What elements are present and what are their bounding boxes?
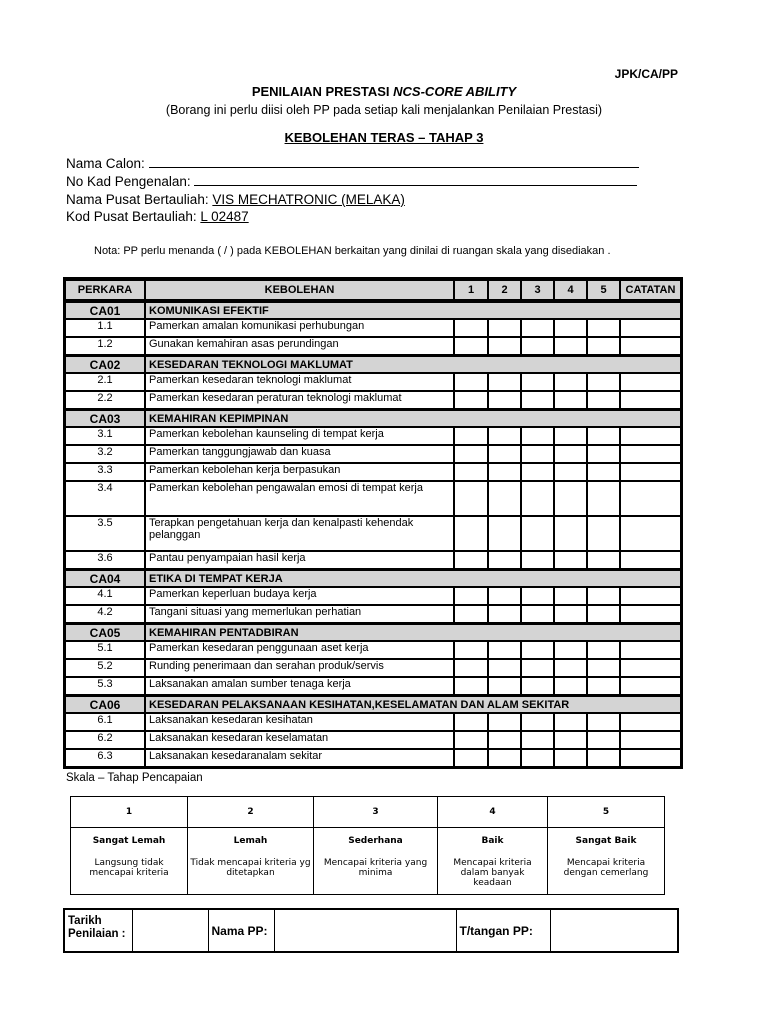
group-code: CA06 [65,695,145,713]
item-text: Pamerkan kesedaran teknologi maklumat [145,373,454,391]
scale-caption: Skala – Tahap Pencapaian [66,772,203,784]
score-cell-5[interactable] [587,337,620,355]
signoff-row [64,909,678,952]
table-row [65,641,681,659]
score-cell-3[interactable] [521,516,554,551]
score-cell-5[interactable] [587,605,620,623]
score-cell-1[interactable] [454,373,488,391]
catatan-cell[interactable] [620,551,681,569]
score-cell-5[interactable] [587,749,620,767]
score-cell-1[interactable] [454,551,488,569]
catatan-cell[interactable] [620,337,681,355]
page-title [0,84,768,99]
score-cell-2[interactable] [488,445,521,463]
score-cell-2[interactable] [488,587,521,605]
item-number: 1.2 [65,337,145,355]
nama-pusat-value: VIS MECHATRONIC (MELAKA) [212,192,405,207]
group-title: KEMAHIRAN KEPIMPINAN [145,409,681,427]
score-cell-4[interactable] [554,481,587,516]
score-cell-4[interactable] [554,445,587,463]
group-title: KOMUNIKASI EFEKTIF [145,301,681,319]
scale-cell [438,828,548,895]
group-title: KEMAHIRAN PENTADBIRAN [145,623,681,641]
score-cell-2[interactable] [488,319,521,337]
score-cell-1[interactable] [454,659,488,677]
item-text: Terapkan pengetahuan kerja dan kenalpasti kehendak pelanggan [145,516,454,551]
score-cell-5[interactable] [587,713,620,731]
score-cell-1[interactable] [454,516,488,551]
item-number: 5.3 [65,677,145,695]
no-kad-field[interactable] [66,173,637,190]
score-cell-4[interactable] [554,749,587,767]
kod-pusat-label: Kod Pusat Bertauliah: [66,209,197,224]
score-cell-5[interactable] [587,641,620,659]
score-cell-2[interactable] [488,337,521,355]
col-header-5: 5 [587,279,620,301]
table-row [65,481,681,516]
catatan-cell[interactable] [620,427,681,445]
scale-number: 1 [71,797,188,828]
nama-pusat-label: Nama Pusat Bertauliah: [66,192,209,207]
item-number: 4.1 [65,587,145,605]
score-cell-1[interactable] [454,605,488,623]
score-cell-3[interactable] [521,391,554,409]
score-cell-5[interactable] [587,319,620,337]
group-code: CA02 [65,355,145,373]
catatan-cell[interactable] [620,641,681,659]
score-cell-2[interactable] [488,659,521,677]
item-text: Runding penerimaan dan serahan produk/servis [145,659,454,677]
table-body [65,301,681,767]
score-cell-2[interactable] [488,551,521,569]
score-cell-1[interactable] [454,641,488,659]
score-cell-2[interactable] [488,749,521,767]
score-cell-1[interactable] [454,463,488,481]
tarikh-input[interactable] [132,909,208,952]
ttangan-input[interactable] [550,909,678,952]
nama-calon-blank[interactable] [149,155,639,168]
score-cell-4[interactable] [554,605,587,623]
item-number: 3.5 [65,516,145,551]
item-text: Laksanakan kesedaranalam sekitar [145,749,454,767]
score-cell-4[interactable] [554,659,587,677]
scale-level-label: Baik [481,836,504,846]
scale-number: 5 [548,797,665,828]
score-cell-1[interactable] [454,677,488,695]
score-cell-2[interactable] [488,373,521,391]
col-header-3: 3 [521,279,554,301]
scale-level-desc: Mencapai kriteria yang minima [323,858,428,878]
item-text: Pamerkan kesedaran penggunaan aset kerja [145,641,454,659]
score-cell-4[interactable] [554,337,587,355]
assessment-table [63,277,683,769]
group-code: CA04 [65,569,145,587]
group-code: CA01 [65,301,145,319]
item-number: 3.6 [65,551,145,569]
score-cell-4[interactable] [554,713,587,731]
score-cell-3[interactable] [521,713,554,731]
table-row [65,551,681,569]
kod-pusat-field [66,208,249,225]
item-text: Pantau penyampaian hasil kerja [145,551,454,569]
item-number: 1.1 [65,319,145,337]
no-kad-label: No Kad Pengenalan: [66,174,191,189]
score-cell-2[interactable] [488,391,521,409]
nama-pp-label: Nama PP: [208,909,274,952]
table-row [65,587,681,605]
scale-cell [548,828,665,895]
group-code: CA05 [65,623,145,641]
scale-number-row [71,797,665,828]
ttangan-label: T/tangan PP: [456,909,550,952]
catatan-cell[interactable] [620,373,681,391]
score-cell-5[interactable] [587,516,620,551]
score-cell-3[interactable] [521,731,554,749]
score-cell-3[interactable] [521,677,554,695]
nama-pp-input[interactable] [274,909,456,952]
catatan-cell[interactable] [620,677,681,695]
score-cell-3[interactable] [521,659,554,677]
score-cell-4[interactable] [554,463,587,481]
catatan-cell[interactable] [620,605,681,623]
table-row [65,445,681,463]
score-cell-5[interactable] [587,445,620,463]
item-number: 6.3 [65,749,145,767]
item-number: 3.2 [65,445,145,463]
score-cell-1[interactable] [454,587,488,605]
document-code: JPK/CA/PP [614,67,678,81]
score-cell-1[interactable] [454,319,488,337]
nama-calon-field[interactable] [66,155,639,172]
score-cell-3[interactable] [521,373,554,391]
title-italic: NCS-CORE ABILITY [393,84,517,99]
table-row [65,463,681,481]
item-text: Pamerkan tanggungjawab dan kuasa [145,445,454,463]
score-cell-1[interactable] [454,337,488,355]
nama-pusat-field [66,191,405,208]
col-header-4: 4 [554,279,587,301]
item-number: 3.3 [65,463,145,481]
item-text: Laksanakan kesedaran kesihatan [145,713,454,731]
score-cell-3[interactable] [521,427,554,445]
table-row [65,373,681,391]
col-header-catatan: CATATAN [620,279,681,301]
table-row [65,516,681,551]
score-cell-5[interactable] [587,731,620,749]
table-row [65,427,681,445]
scale-table [70,796,665,895]
item-number: 2.1 [65,373,145,391]
score-cell-5[interactable] [587,677,620,695]
item-text: Gunakan kemahiran asas perundingan [145,337,454,355]
score-cell-3[interactable] [521,605,554,623]
score-cell-5[interactable] [587,659,620,677]
nama-calon-label: Nama Calon: [66,156,145,171]
group-header-row [65,623,681,641]
page-subtitle: (Borang ini perlu diisi oleh PP pada setiap kali menjalankan Penilaian Prestasi) [165,103,603,117]
score-cell-4[interactable] [554,677,587,695]
group-title: KESEDARAN TEKNOLOGI MAKLUMAT [145,355,681,373]
score-cell-2[interactable] [488,463,521,481]
scale-cell [71,828,188,895]
score-cell-4[interactable] [554,587,587,605]
score-cell-4[interactable] [554,516,587,551]
table-row [65,713,681,731]
group-title: ETIKA DI TEMPAT KERJA [145,569,681,587]
catatan-cell[interactable] [620,319,681,337]
item-text: Pamerkan kesedaran peraturan teknologi maklumat [145,391,454,409]
score-cell-4[interactable] [554,551,587,569]
scale-level-label: Sederhana [348,836,403,846]
score-cell-5[interactable] [587,481,620,516]
item-number: 4.2 [65,605,145,623]
item-number: 3.4 [65,481,145,516]
score-cell-3[interactable] [521,319,554,337]
item-number: 6.1 [65,713,145,731]
table-row [65,337,681,355]
table-row [65,677,681,695]
score-cell-5[interactable] [587,463,620,481]
scale-level-label: Lemah [233,836,268,846]
item-text: Pamerkan kebolehan kaunseling di tempat kerja [145,427,454,445]
score-cell-4[interactable] [554,641,587,659]
item-text: Laksanakan kesedaran keselamatan [145,731,454,749]
catatan-cell[interactable] [620,659,681,677]
col-header-kebolehan: KEBOLEHAN [145,279,454,301]
catatan-cell[interactable] [620,391,681,409]
group-code: CA03 [65,409,145,427]
group-header-row [65,409,681,427]
table-row [65,659,681,677]
scale-level-desc: Langsung tidak mencapai kriteria [89,858,169,878]
col-header-perkara: PERKARA [65,279,145,301]
score-cell-2[interactable] [488,731,521,749]
score-cell-5[interactable] [587,427,620,445]
score-cell-3[interactable] [521,481,554,516]
section-title: KEBOLEHAN TERAS – TAHAP 3 [284,130,484,145]
item-number: 3.1 [65,427,145,445]
score-cell-2[interactable] [488,427,521,445]
score-cell-2[interactable] [488,605,521,623]
item-text: Laksanakan amalan sumber tenaga kerja [145,677,454,695]
score-cell-1[interactable] [454,427,488,445]
item-text: Pamerkan keperluan budaya kerja [145,587,454,605]
score-cell-3[interactable] [521,587,554,605]
score-cell-1[interactable] [454,731,488,749]
score-cell-1[interactable] [454,445,488,463]
scale-level-desc: Mencapai kriteria dengan cemerlang [563,858,649,878]
scale-number: 4 [438,797,548,828]
table-row [65,391,681,409]
score-cell-4[interactable] [554,391,587,409]
group-header-row [65,301,681,319]
score-cell-4[interactable] [554,373,587,391]
signoff-table [63,908,679,953]
title-prefix: PENILAIAN PRESTASI [251,84,394,99]
instruction-note: Nota: PP perlu menanda ( / ) pada KEBOLEHAN berkaitan yang dinilai di ruangan skala yang disediakan . [94,245,611,257]
score-cell-4[interactable] [554,731,587,749]
item-number: 6.2 [65,731,145,749]
tarikh-label: Tarikh Penilaian : [64,909,132,952]
catatan-cell[interactable] [620,587,681,605]
scale-number: 3 [314,797,438,828]
score-cell-4[interactable] [554,427,587,445]
catatan-cell[interactable] [620,445,681,463]
score-cell-2[interactable] [488,516,521,551]
item-number: 5.2 [65,659,145,677]
table-header-row [65,279,681,301]
item-text: Pamerkan amalan komunikasi perhubungan [145,319,454,337]
score-cell-5[interactable] [587,391,620,409]
catatan-cell[interactable] [620,481,681,516]
item-text: Pamerkan kebolehan pengawalan emosi di tempat kerja [145,481,454,516]
catatan-cell[interactable] [620,463,681,481]
no-kad-blank[interactable] [194,173,637,186]
kod-pusat-value: L 02487 [200,209,249,224]
table-row [65,605,681,623]
score-cell-5[interactable] [587,373,620,391]
score-cell-3[interactable] [521,551,554,569]
score-cell-3[interactable] [521,445,554,463]
group-header-row [65,355,681,373]
catatan-cell[interactable] [620,731,681,749]
score-cell-1[interactable] [454,749,488,767]
score-cell-3[interactable] [521,337,554,355]
scale-level-desc: Tidak mencapai kriteria yg ditetapkan [190,858,311,878]
score-cell-3[interactable] [521,463,554,481]
score-cell-2[interactable] [488,641,521,659]
score-cell-5[interactable] [587,551,620,569]
group-header-row [65,695,681,713]
table-row [65,319,681,337]
score-cell-2[interactable] [488,481,521,516]
item-number: 5.1 [65,641,145,659]
score-cell-1[interactable] [454,481,488,516]
item-number: 2.2 [65,391,145,409]
score-cell-3[interactable] [521,641,554,659]
catatan-cell[interactable] [620,749,681,767]
catatan-cell[interactable] [620,713,681,731]
scale-level-label: Sangat Baik [575,836,637,846]
scale-level-desc: Mencapai kriteria dalam banyak keadaan [453,858,532,888]
scale-cell [188,828,314,895]
table-row [65,731,681,749]
item-text: Pamerkan kebolehan kerja berpasukan [145,463,454,481]
scale-number: 2 [188,797,314,828]
scale-level-label: Sangat Lemah [92,836,166,846]
score-cell-2[interactable] [488,677,521,695]
item-text: Tangani situasi yang memerlukan perhatian [145,605,454,623]
score-cell-5[interactable] [587,587,620,605]
score-cell-1[interactable] [454,391,488,409]
table-row [65,749,681,767]
catatan-cell[interactable] [620,516,681,551]
group-header-row [65,569,681,587]
score-cell-4[interactable] [554,319,587,337]
col-header-2: 2 [488,279,521,301]
scale-description-row [71,828,665,895]
group-title: KESEDARAN PELAKSANAAN KESIHATAN,KESELAMATAN DAN ALAM SEKITAR [145,695,681,713]
score-cell-1[interactable] [454,713,488,731]
score-cell-2[interactable] [488,713,521,731]
score-cell-3[interactable] [521,749,554,767]
scale-cell [314,828,438,895]
col-header-1: 1 [454,279,488,301]
